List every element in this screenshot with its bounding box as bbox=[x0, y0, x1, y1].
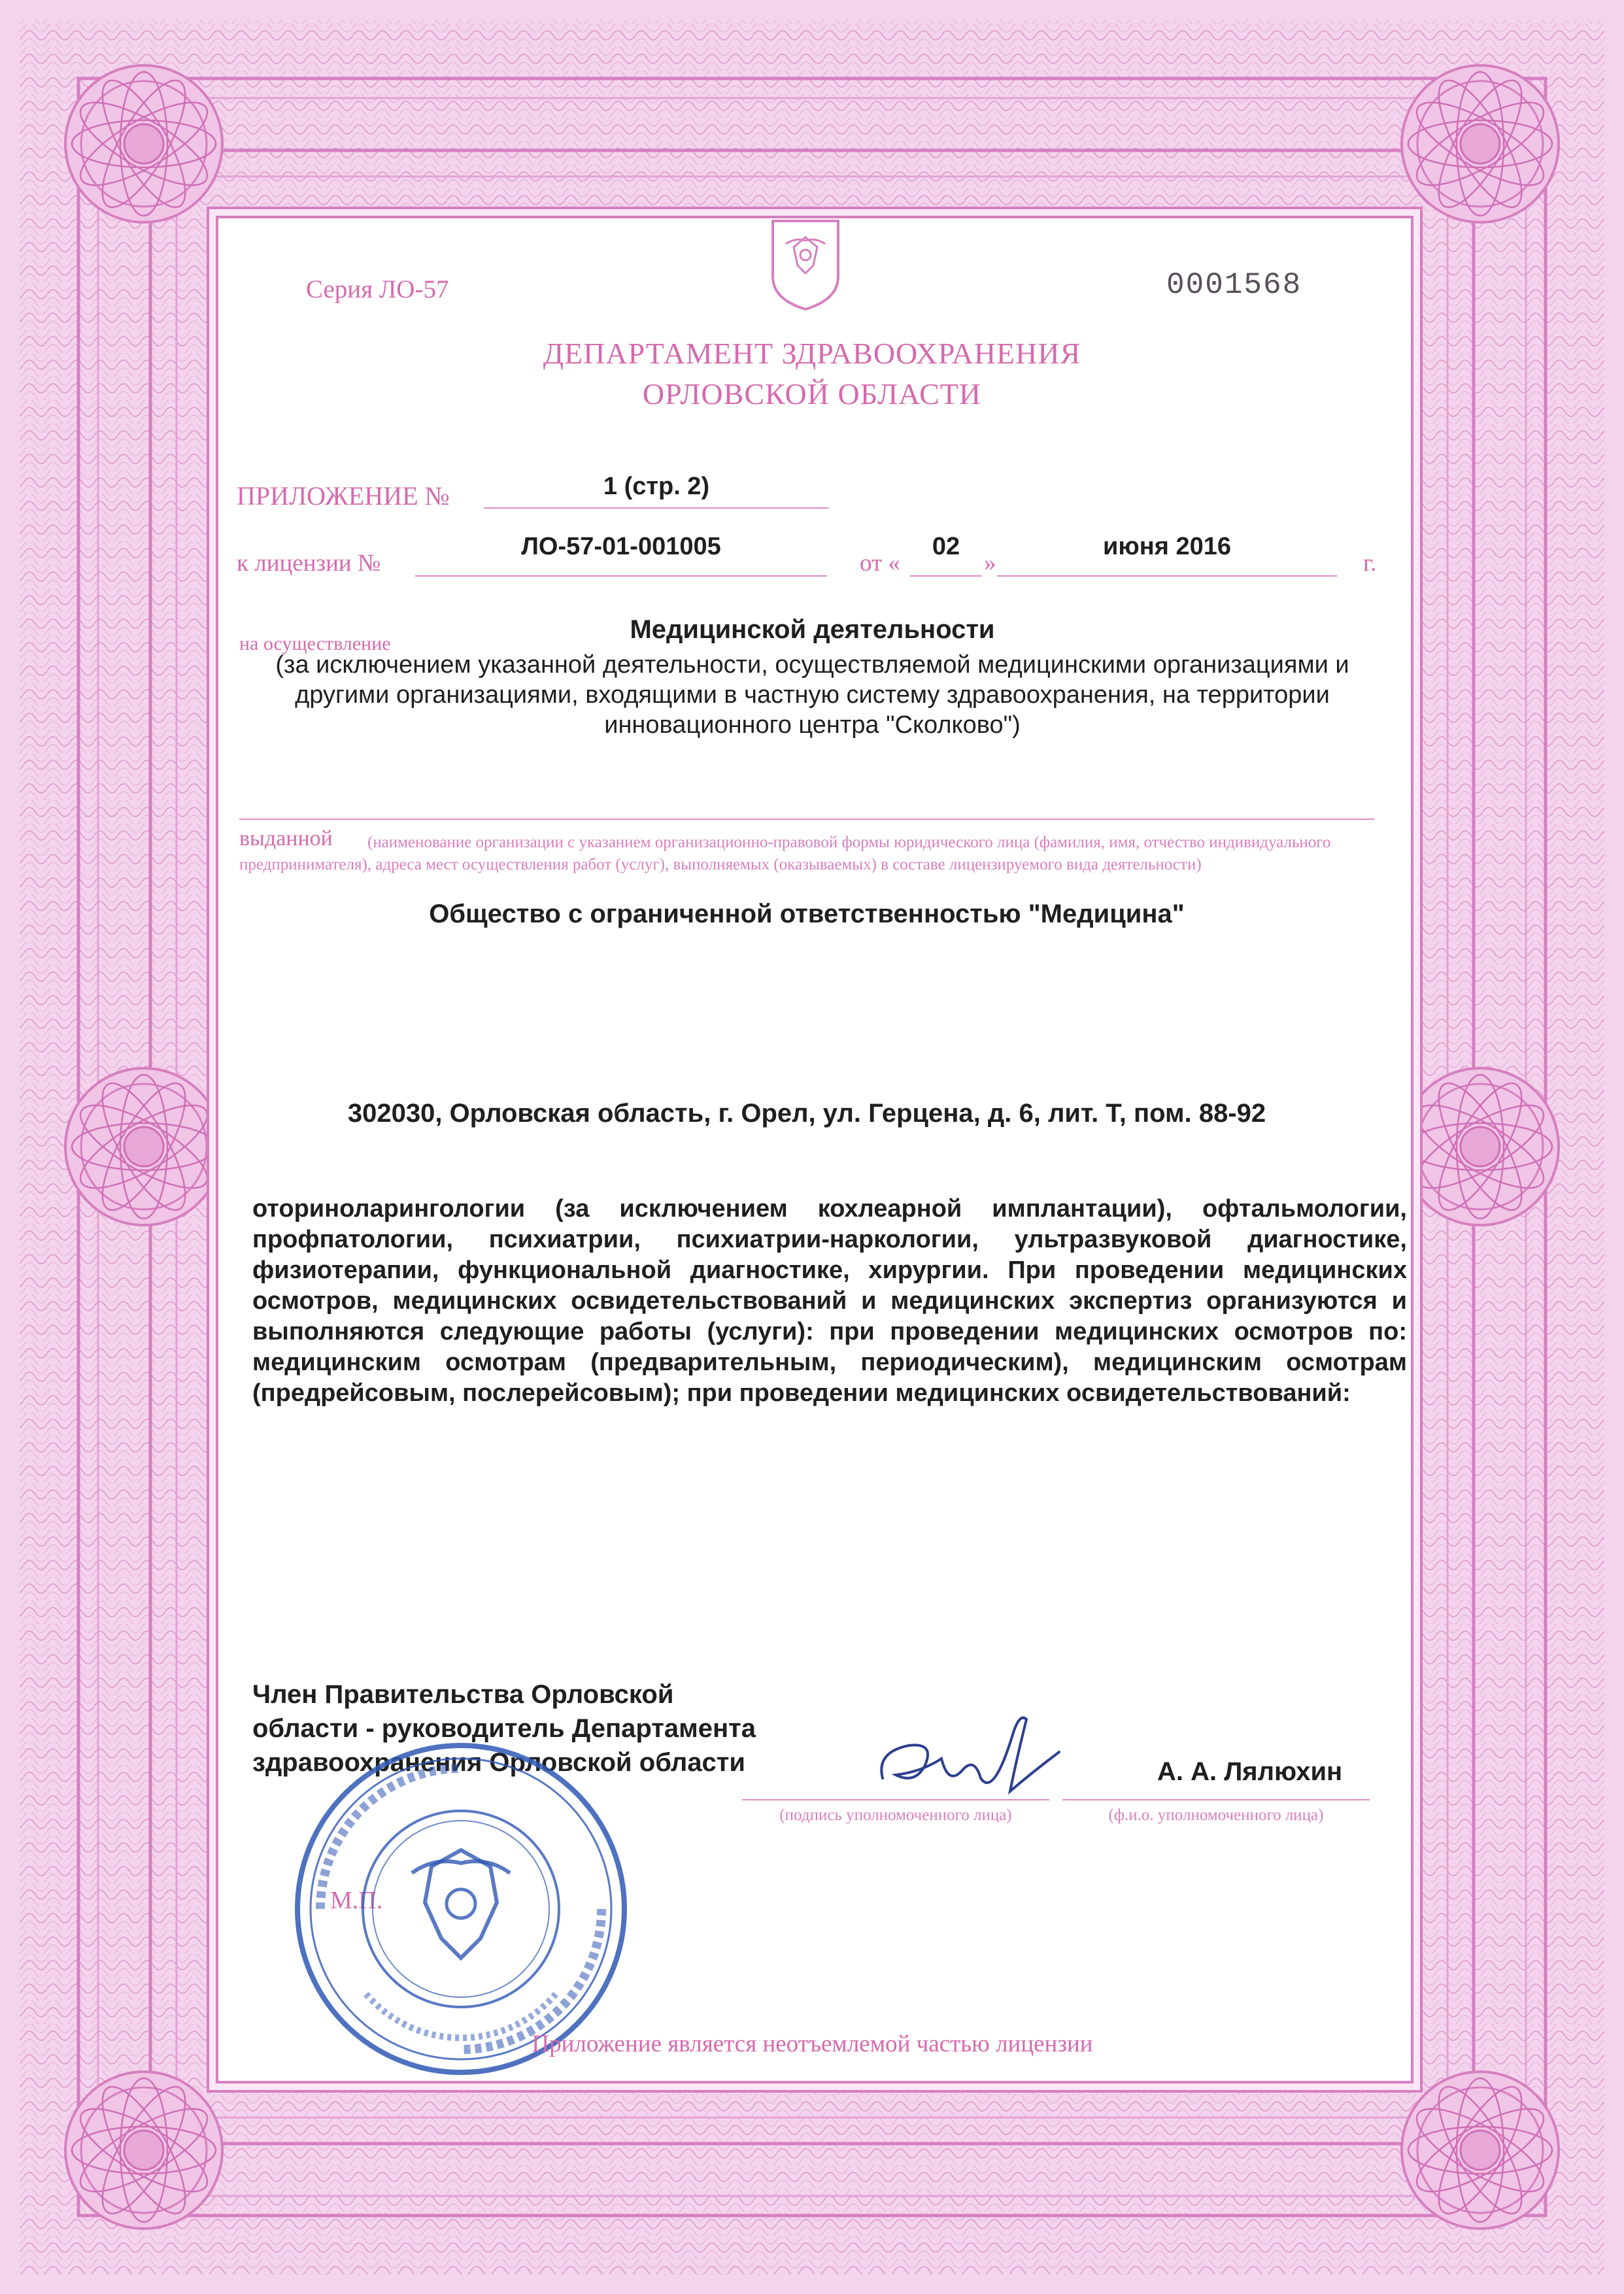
license-day-underline bbox=[910, 575, 982, 577]
issued-hint: (наименование организации с указанием организационно-правовой формы юридического лица (фамилия, имя, отчество индивидуального предпринимателя), адреса мест осуществления работ (услуг), выполняемых (оказываемых) в составе лицензируемого вида деятельности) bbox=[239, 834, 1331, 873]
service-note: (за исключением указанной деятельности, осуществляемой медицинскими организациями и другими организациями, входящими в частную систему здравоохранения, на территории инновационного центра "Сколково") bbox=[275, 651, 1349, 739]
official-line-2: области - руководитель Департамента bbox=[252, 1714, 756, 1743]
issued-label: выданной bbox=[239, 826, 333, 851]
name-underline bbox=[1062, 1799, 1370, 1800]
department-title bbox=[340, 333, 1284, 414]
works-text: оториноларингологии (за исключением кохлеарной имплантации), офтальмологии, профпатологии, психиатрии, психиатрии-наркологии, ультразвуковой диагностике, физиотерапии, функциональной диагностике, хирургии. При проведении медицинских осмотров, медицинских освидетельствований и медицинских экспертиз организуются и выполняются следующие работы (услуги): при проведении медицинских осмотров по: медицинским осмотрам (предварительным, периодическим), медицинским осмотрам (предрейсовым, послерейсовым); при проведении медицинских освидетельствований: bbox=[252, 1195, 1407, 1407]
sign-hint: (подпись уполномоченного лица) bbox=[779, 1806, 1012, 1824]
department-line-1: ДЕПАРТАМЕНТ ЗДРАВООХРАНЕНИЯ bbox=[543, 337, 1081, 370]
footer-note: Приложение является неотъемлемой частью лицензии bbox=[532, 2031, 1093, 2057]
coat-of-arms-icon bbox=[766, 214, 845, 312]
license-month-year: июня 2016 bbox=[1102, 533, 1232, 560]
license-month-underline bbox=[997, 575, 1337, 577]
series-label: Серия ЛО-57 bbox=[306, 275, 449, 303]
stamp-place-label: М.П. bbox=[330, 1887, 383, 1914]
license-number: ЛО-57-01-001005 bbox=[521, 533, 721, 560]
service-underline bbox=[239, 818, 1374, 820]
appendix-value: 1 (стр. 2) bbox=[603, 473, 710, 500]
license-day-close: » bbox=[984, 550, 996, 577]
official-line-1: Член Правительства Орловской bbox=[252, 1680, 674, 1709]
license-year-suffix: г. bbox=[1363, 550, 1377, 577]
signer-name: А. А. Лялюхин bbox=[1157, 1757, 1343, 1786]
official-line-3: здравоохранения Орловской области bbox=[252, 1748, 745, 1777]
license-day: 02 bbox=[932, 533, 960, 560]
department-line-2: ОРЛОВСКОЙ ОБЛАСТИ bbox=[642, 377, 982, 411]
service-title: Медицинской деятельности bbox=[630, 615, 995, 644]
license-number-underline bbox=[415, 575, 827, 577]
license-date-prefix: от « bbox=[860, 550, 900, 577]
sign-underline bbox=[742, 1799, 1049, 1800]
organization-name: Общество с ограниченной ответственностью "Медицина" bbox=[429, 900, 1185, 928]
service-label: на осуществление bbox=[239, 633, 391, 654]
name-hint: (ф.и.о. уполномоченного лица) bbox=[1108, 1806, 1324, 1824]
organization-address: 302030, Орловская область, г. Орел, ул. Герцена, д. 6, лит. Т, пом. 88-92 bbox=[347, 1099, 1266, 1128]
license-label: к лицензии № bbox=[237, 550, 381, 577]
appendix-label: ПРИЛОЖЕНИЕ № bbox=[237, 481, 450, 511]
form-number: 0001568 bbox=[1166, 268, 1302, 302]
appendix-underline bbox=[484, 507, 829, 509]
